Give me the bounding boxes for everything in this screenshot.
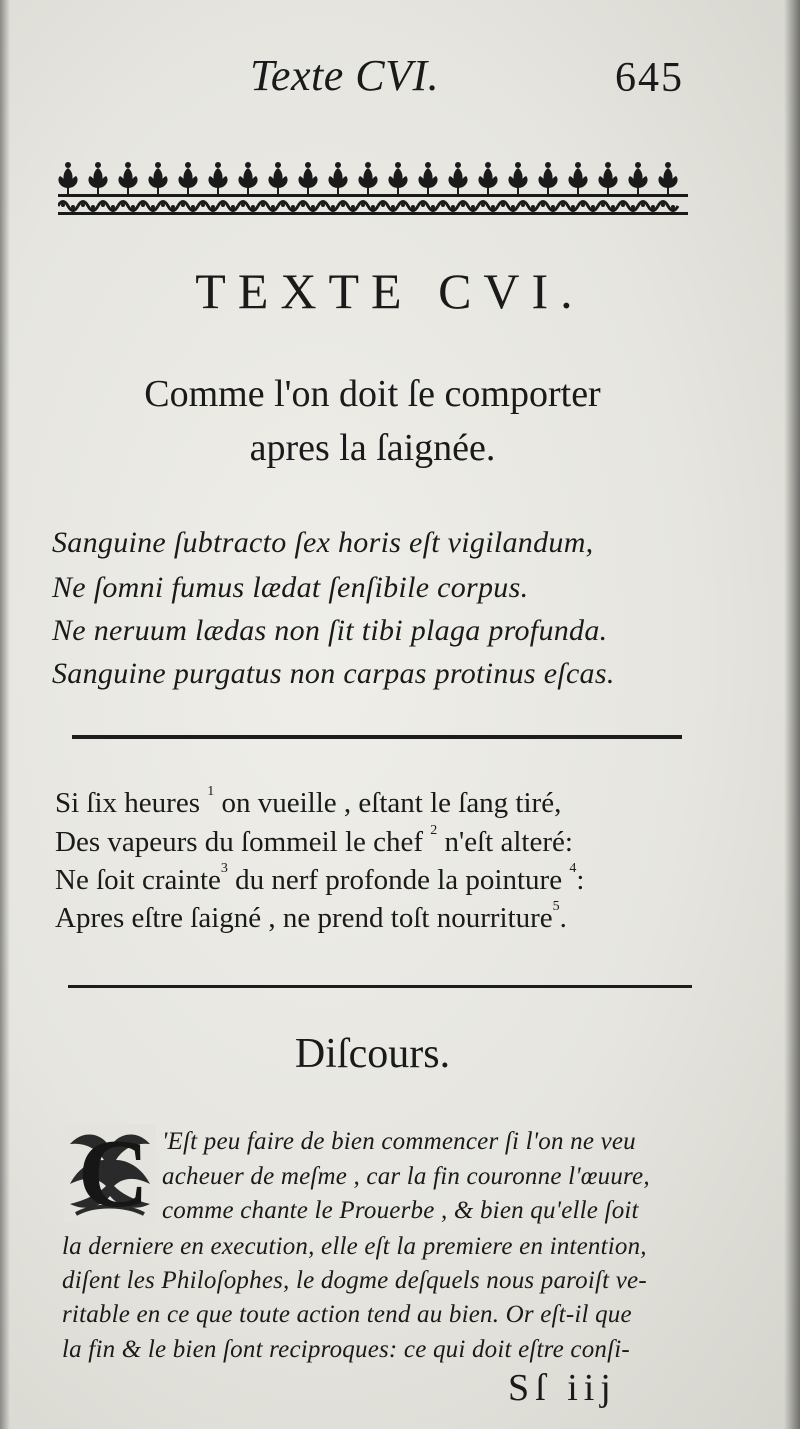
divider-rule (72, 735, 682, 739)
subtitle-line-2: apres la ſaignée. (249, 427, 496, 469)
discours-heading: Diſcours. (294, 1031, 451, 1077)
latin-verse: Ne neruum lædas non ſit tibi plaga profunda. (52, 614, 608, 647)
body-line: comme chante le Prouerbe , & bien qu'elle ſoit (162, 1197, 639, 1224)
drop-cap-letter: C (78, 1120, 149, 1228)
subtitle-line-1: Comme l'on doit ſe comporter (144, 373, 601, 415)
verse-text: . (559, 902, 567, 934)
body-line: la derniere en execution, elle eſt la premiere en intention, (62, 1233, 647, 1260)
page-number: 645 (615, 55, 684, 101)
footnote-marker: 5 (552, 899, 560, 915)
verse-text: du nerf profonde la pointure (227, 864, 570, 896)
body-line: acheuer de meſme , car la fin couronne l'œuure, (162, 1163, 650, 1190)
verse-text: on vueille , eſtant le ſang tiré, (214, 787, 562, 819)
french-verse (55, 784, 562, 820)
body-line: la fin & le bien ſont reciproques: ce qui doit eſtre conſi- (62, 1336, 630, 1363)
verse-text: Apres eſtre ſaigné , ne prend toſt nourriture (55, 902, 553, 934)
latin-verse: Sanguine purgatus non carpas protinus eſcas. (52, 657, 615, 690)
section-title: TEXTE CVI. (195, 263, 585, 319)
running-head (0, 50, 800, 110)
footnote-marker: 1 (207, 784, 215, 800)
verse-text: Ne ſoit crainte (55, 864, 221, 896)
french-verse (55, 899, 567, 935)
verse-text: Des vapeurs du ſommeil le chef (55, 826, 431, 858)
page-edge-shadow (784, 0, 800, 1429)
footnote-marker: 2 (430, 823, 438, 839)
french-verse (55, 823, 573, 859)
latin-verse: Ne ſomni fumus lædat ſenſibile corpus. (52, 571, 529, 604)
body-line: ritable en ce que toute action tend au bien. Or eſt-il que (62, 1301, 632, 1328)
running-title: Texte CVI. (250, 51, 440, 100)
footnote-marker: 4 (569, 861, 577, 877)
body-line: diſent les Philoſophes, le dogme deſquels nous paroiſt ve- (62, 1267, 647, 1294)
verse-text: : (576, 864, 585, 896)
signature-mark: Sſ iij (508, 1367, 617, 1409)
verse-text: Si ſix heures (55, 787, 208, 819)
french-verse (55, 861, 585, 897)
latin-verse: Sanguine ſubtracto ſex horis eſt vigilandum, (52, 526, 594, 559)
body-line: 'Eſt peu faire de bien commencer ſi l'on ne veu (162, 1128, 636, 1155)
fleuron-ornament (58, 158, 688, 218)
footnote-marker: 3 (220, 861, 228, 877)
binding-shadow (0, 0, 10, 1429)
verse-text: n'eſt alteré: (437, 826, 573, 858)
divider-rule (68, 985, 692, 988)
